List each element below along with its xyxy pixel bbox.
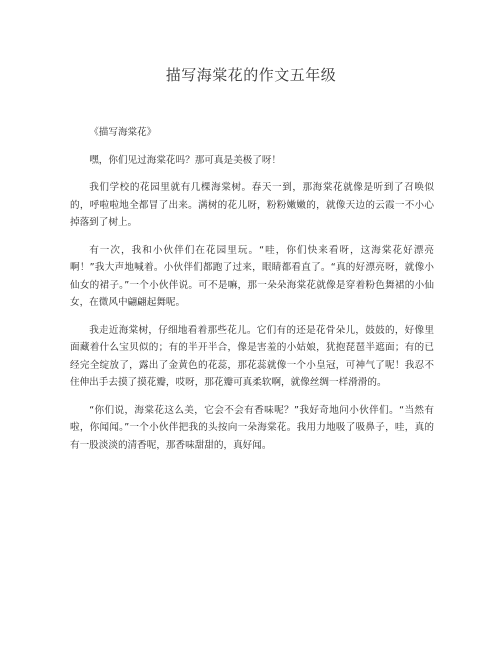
essay-subtitle: 《描写海棠花》 bbox=[89, 127, 157, 138]
document-title: 描写海棠花的作文五年级 bbox=[165, 66, 337, 84]
paragraph-1: 嘿，你们见过海棠花吗？那可真是美极了呀！ bbox=[89, 154, 282, 166]
paragraph-3: 有一次，我和小伙伴们在花园里玩。“哇，你们快来看呀，这海棠花好漂亮啊！”我大声地喊着。小伙伴们都跑了过来，眼睛都看直了。“真的好漂亮呀，就像小仙女的裙子。”一个小伙伴说。可不是嘛，那一朵朵海棠花就像是穿着粉色舞裙的小仙女，在微风中翩翩起舞呢。 bbox=[70, 244, 434, 308]
paragraph-5: “你们说，海棠花这么美，它会不会有香味呢？”我好奇地问小伙伴们。“当然有啦，你闻闻。”一个小伙伴把我的头按向一朵海棠花。我用力地吸了吸鼻子，哇，真的有一股淡淡的清香呢，那香味甜甜的，真好闻。 bbox=[70, 404, 434, 451]
document-body bbox=[70, 124, 434, 464]
paragraph-4: 我走近海棠树，仔细地看着那些花儿。它们有的还是花骨朵儿，鼓鼓的，好像里面藏着什么宝贝似的；有的半开半合，像是害羞的小姑娘，犹抱琵琶半遮面；有的已经完全绽放了，露出了金黄色的花蕊，那花蕊就像一个小皇冠，可神气了呢！我忍不住伸出手去摸了摸花瓣，哎呀，那花瓣可真柔软啊，就像丝绸一样滑滑的。 bbox=[70, 324, 434, 388]
paragraph-2: 我们学校的花园里就有几棵海棠树。春天一到，那海棠花就像是听到了召唤似的，呼啦啦地全都冒了出来。满树的花儿呀，粉粉嫩嫩的，就像天边的云霞一不小心掉落到了树上。 bbox=[70, 182, 434, 228]
